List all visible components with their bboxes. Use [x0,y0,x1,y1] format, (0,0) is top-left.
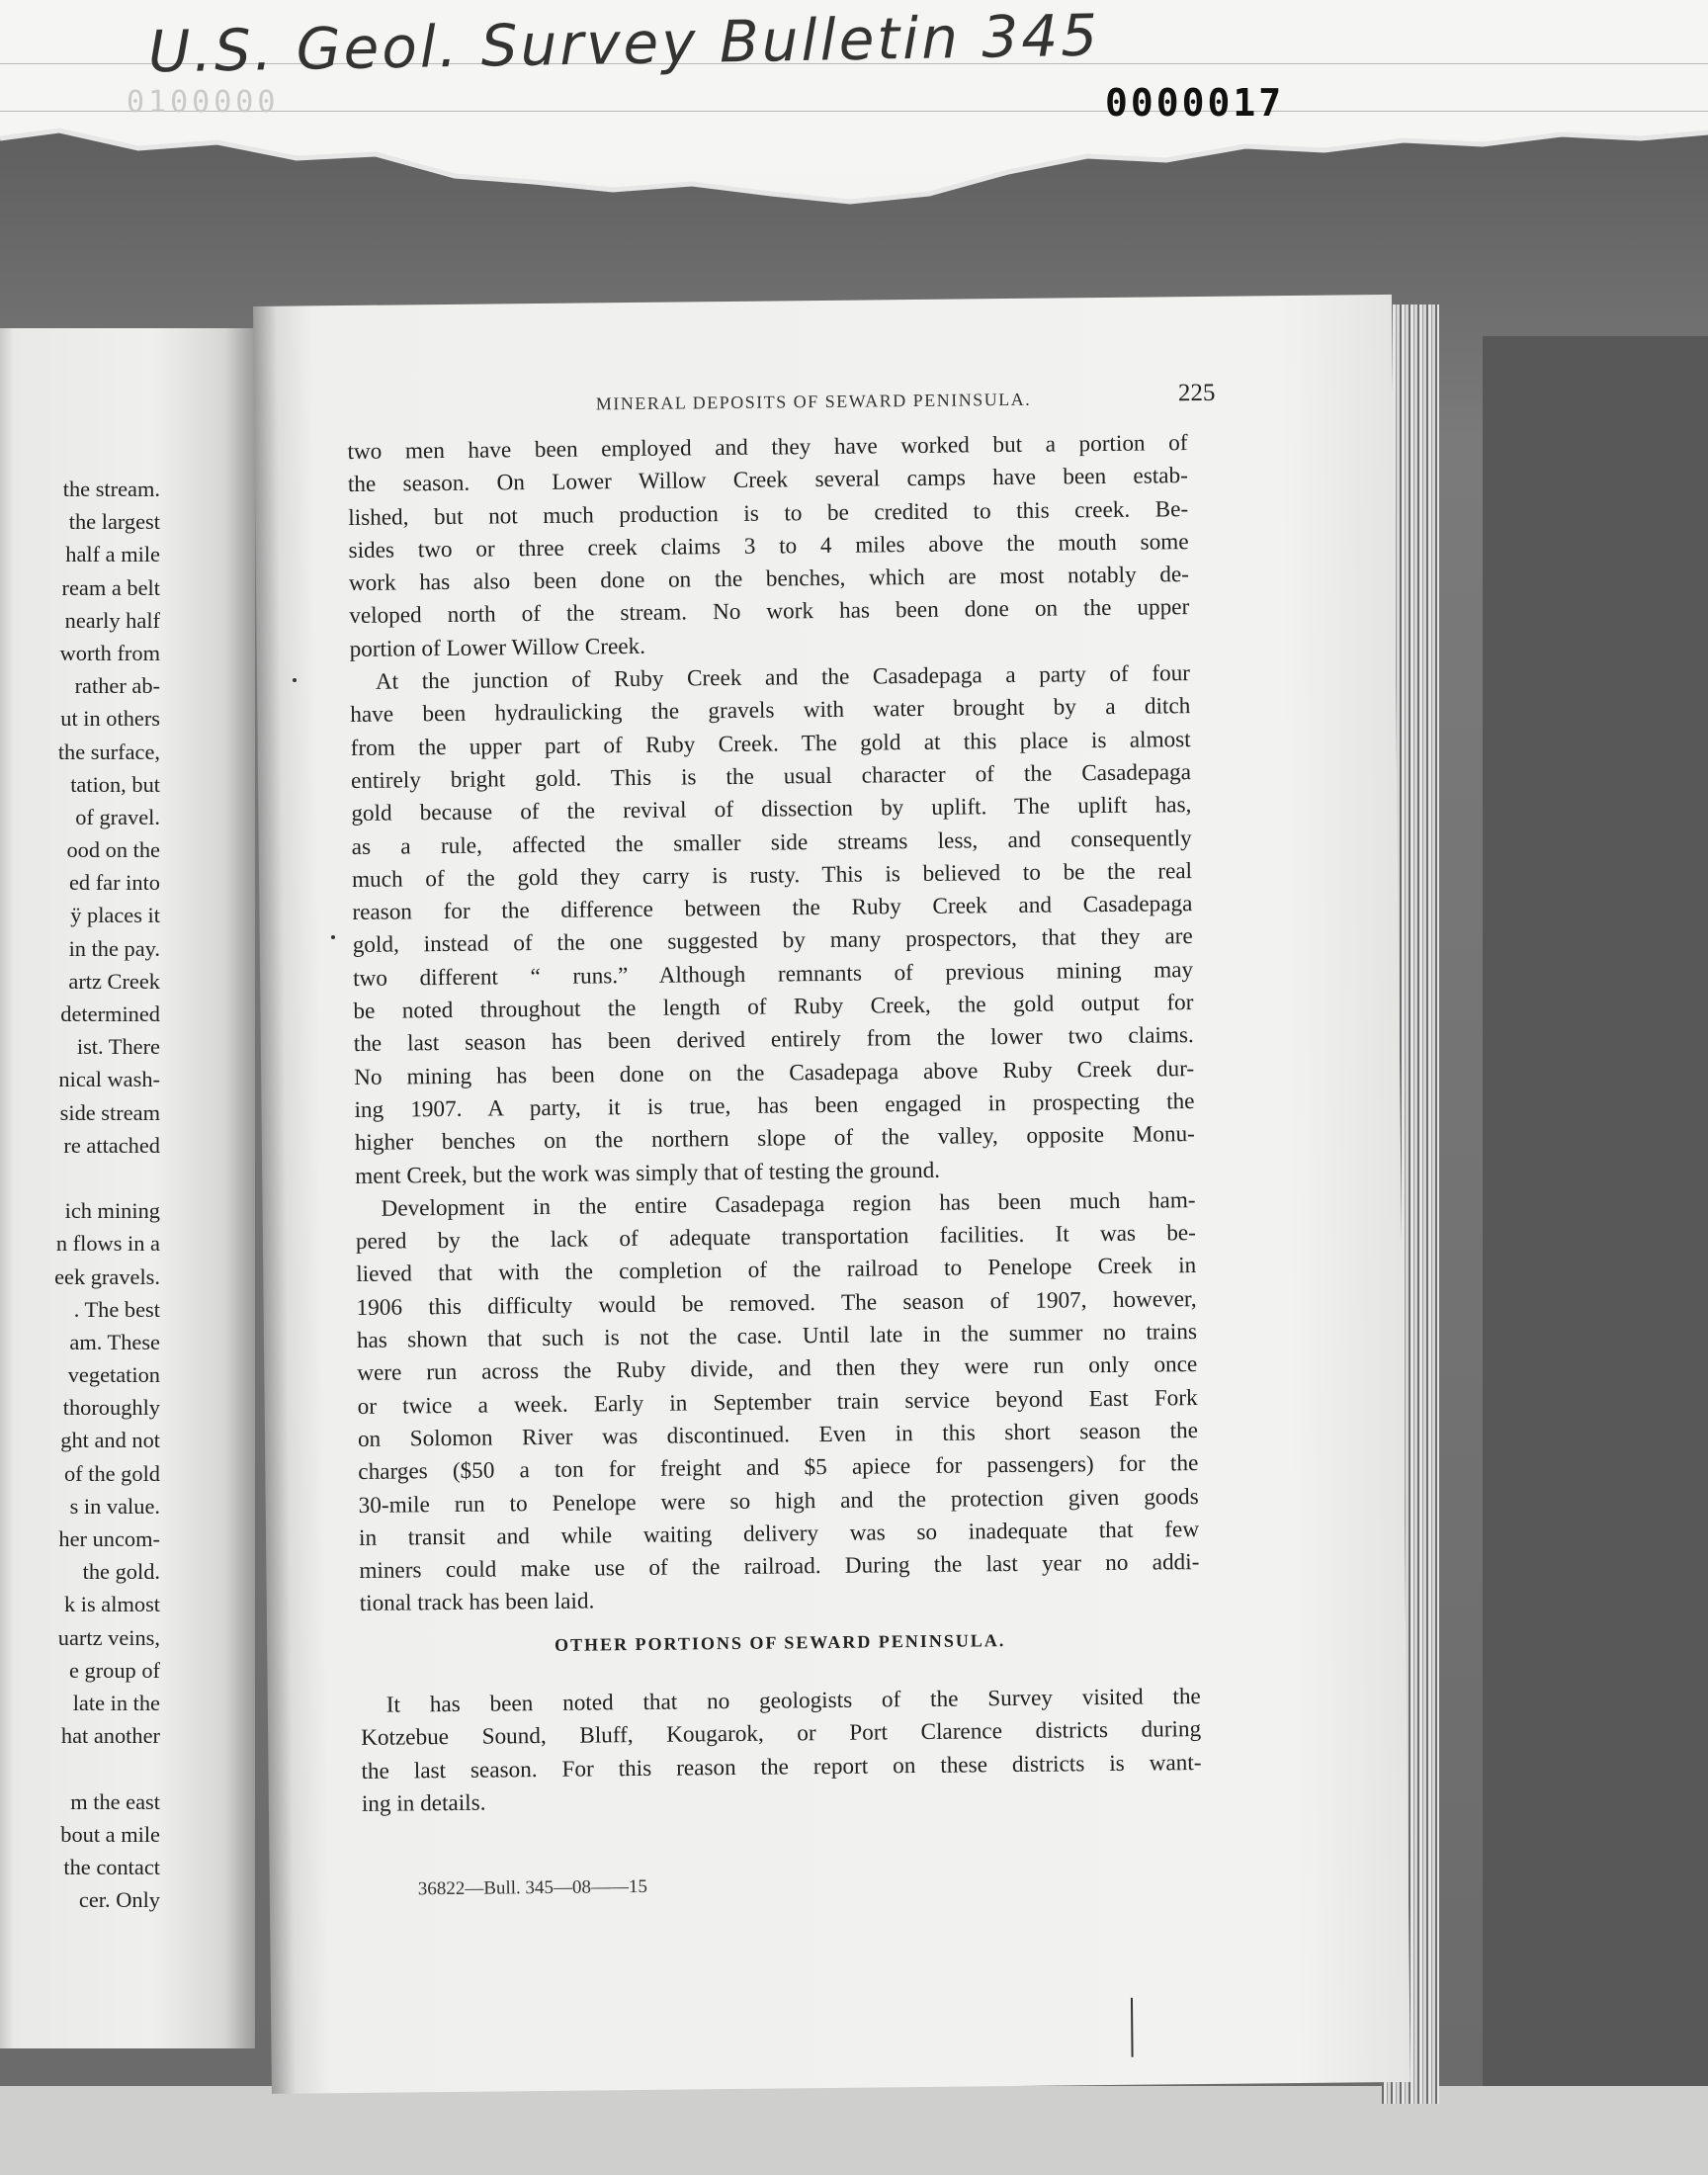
text-line: in transit and while waiting delivery was so inadequate that few [358,1516,1200,1551]
text-line: No mining has been done on the Casadepaga above Ruby Creek dur- [354,1055,1195,1090]
text-line: k is almost [63,1592,160,1617]
signature-mark: 36822—Bull. 345—08——15 [417,1875,648,1900]
text-line: am. These [69,1329,160,1354]
text-line: tional track has been laid. [359,1588,595,1617]
text-line: work has also been done on the benches, which are most notably de- [348,562,1190,597]
text-line: has shown that such is not the case. Until late in the summer no trains [356,1319,1198,1353]
text-line: ght and not [60,1428,160,1453]
text-line: much of the gold they carry is rusty. This is believed to be the real [351,857,1193,893]
text-line: late in the [72,1690,160,1715]
speck [331,935,335,939]
text-line: entirely bright gold. This is the usual character of the Casadepaga [350,759,1192,794]
text-line: s in value. [69,1493,160,1519]
text-line: ÿ places it [70,903,160,928]
text-line: vegetation [67,1362,160,1388]
text-line: hat another [60,1723,160,1749]
text-line: pered by the lack of adequate transportation facilities. It was be- [355,1220,1197,1256]
text-line: re attached [63,1132,160,1158]
text-line: thoroughly [62,1395,160,1421]
text-line: bout a mile [60,1821,160,1847]
text-line: the stream. [62,477,160,501]
text-line: two different “ runs.” Although remnants of previous mining may [352,956,1194,992]
text-line: eek gravels. [54,1263,160,1289]
text-line: determined [60,1001,160,1026]
text-line: ist. There [76,1034,160,1060]
text-line: the largest [68,509,160,535]
text-line: ed far into [68,870,160,896]
text-line: the last season. For this reason the report on these districts is want- [361,1749,1202,1784]
text-line: the gold. [82,1559,160,1585]
text-line: two men have been employed and they have worked but a portion of [347,430,1188,466]
page-number: 225 [1177,379,1216,407]
text-line: the contact [63,1854,160,1879]
text-line: reason for the difference between the Ruby Creek and Casadepaga [352,891,1193,926]
section-paragraph [361,1681,1202,1821]
text-line: rather ab- [74,673,160,699]
text-line: charges ($50 a ton for freight and $5 apiece for passengers) for the [358,1450,1199,1486]
text-line: It has been noted that no geologists of the Survey visited the [385,1684,1201,1718]
text-line: nical wash- [58,1067,160,1092]
text-line: ment Creek, but the work was simply that of testing the ground. [355,1157,941,1189]
text-line: 30-mile run to Penelope were so high and the protection given goods [358,1483,1199,1519]
text-line: lieved that with the completion of the railroad to Penelope Creek in [356,1253,1197,1288]
text-line: Kotzebue Sound, Bluff, Kougarok, or Port Clarence districts during [361,1716,1202,1752]
text-line: sides two or three creek claims 3 to 4 miles above the mouth some [348,528,1189,564]
text-line: of gravel. [75,804,160,829]
line-gap [8,1162,160,1194]
text-line: were run across the Ruby divide, and then they were run only once [357,1351,1198,1387]
text-line: veloped north of the stream. No work has been done on the upper [349,594,1190,630]
section-heading: OTHER PORTIONS OF SEWARD PENINSULA. [554,1629,1006,1655]
text-line: from the upper part of Ruby Creek. The gold at this place is almost [350,726,1191,761]
speck [293,678,297,682]
text-line: uartz veins, [57,1624,160,1650]
text-line: tation, but [70,771,160,797]
text-line: 1906 this difficulty would be removed. The season of 1907, however, [356,1285,1197,1321]
text-line: have been hydraulicking the gravels with water brought by a ditch [350,693,1191,729]
text-line: . The best [73,1296,160,1322]
left-page-text [8,473,160,1916]
text-line: half a mile [65,542,160,567]
text-line: miners could make use of the railroad. During the last year no addi- [359,1549,1200,1585]
running-head: MINERAL DEPOSITS OF SEWARD PENINSULA. [595,389,1032,414]
text-line: as a rule, affected the smaller side streams less, and consequently [351,825,1192,860]
text-line: Development in the entire Casadepaga region has been much ham- [381,1186,1196,1222]
body-paragraphs [347,427,1200,1621]
right-page [253,295,1410,2094]
page-body [347,427,1202,1821]
text-line: the last season has been derived entirely from the lower two claims. [353,1022,1194,1058]
text-line: ood on the [66,837,160,863]
text-line: At the junction of Ruby Creek and the Casadepaga a party of four [375,660,1191,695]
text-line: m the east [70,1788,160,1814]
text-line: ich mining [64,1198,160,1224]
text-line: ing in details. [361,1789,486,1817]
text-line: in the pay. [68,935,160,961]
text-line: ream a belt [61,574,160,600]
text-line: n flows in a [55,1231,160,1257]
text-line: ing 1907. A party, it is true, has been engaged in prospecting the [354,1088,1195,1123]
text-line: e group of [68,1657,160,1683]
text-line: higher benches on the northern slope of the valley, opposite Monu- [354,1121,1195,1157]
text-line: lished, but not much production is to be credited to this creek. Be- [348,495,1189,531]
text-line: worth from [59,640,160,665]
pen-mark [1131,1998,1134,2057]
line-gap [8,1752,160,1784]
stamp-number: 0000017 [1105,81,1285,125]
text-line: cer. Only [78,1887,160,1913]
text-line: be noted throughout the length of Ruby Creek, the gold output for [353,990,1194,1025]
text-line: portion of Lower Willow Creek. [349,633,646,662]
text-line: the season. On Lower Willow Creek several camps have been estab- [347,463,1188,498]
text-line: gold because of the revival of dissection by uplift. The uplift has, [351,792,1192,827]
text-line: her uncom- [58,1526,160,1551]
text-line: the surface, [57,739,160,764]
text-line: artz Creek [68,968,160,994]
text-line: nearly half [64,607,160,633]
text-line: or twice a week. Early in September train service beyond East Fork [357,1384,1198,1420]
text-line: side stream [59,1099,160,1125]
handwritten-title: U.S. Geol. Survey Bulletin 345 [147,1,1101,86]
text-line: on Solomon River was discontinued. Even in this short season the [357,1417,1199,1452]
faint-stamp-number: 0100000 [127,85,280,120]
text-line: ut in others [60,706,160,732]
text-line: of the gold [63,1460,160,1486]
text-line: gold, instead of the one suggested by many prospectors, that they are [352,923,1193,959]
